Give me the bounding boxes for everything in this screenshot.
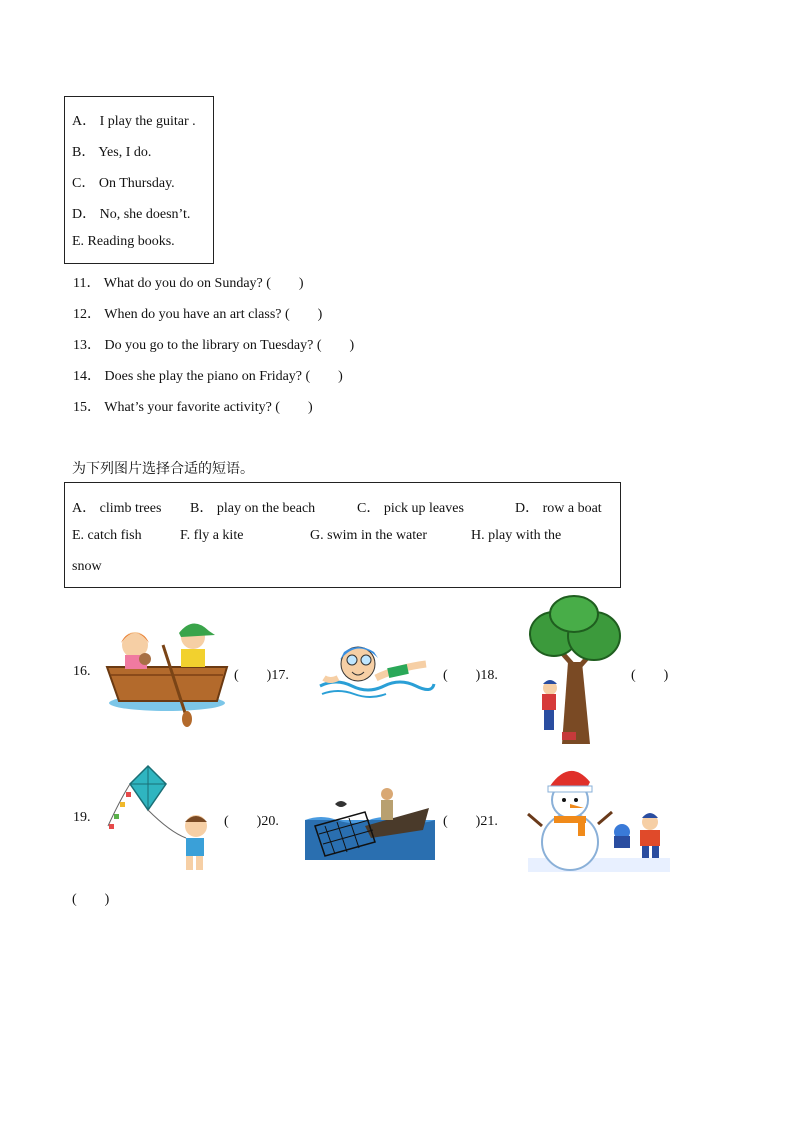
option-a: A． I play the guitar .	[72, 114, 196, 129]
fishing-picture	[305, 782, 435, 860]
phrase-f: F. fly a kite	[180, 528, 244, 543]
phrase-c: C． pick up leaves	[357, 501, 464, 516]
question-13: 13． Do you go to the library on Tuesday? ( )	[73, 338, 355, 353]
snowman-picture	[528, 762, 670, 872]
boat-rowing-picture	[105, 615, 230, 727]
item-20-blank: ( )21.	[443, 814, 498, 829]
phrase-h: H. play with the	[471, 528, 562, 543]
item-17-blank: ( )18.	[443, 668, 498, 683]
option-d: D． No, she doesn’t.	[72, 207, 191, 222]
phrase-g: G. swim in the water	[310, 528, 428, 543]
item-21-blank: ( )	[72, 892, 110, 907]
question-14: 14． Does she play the piano on Friday? ( )	[73, 369, 343, 384]
phrase-b: B． play on the beach	[190, 501, 316, 516]
phrase-d: D． row a boat	[515, 501, 602, 516]
phrase-h-continued: snow	[72, 559, 102, 574]
option-b: B． Yes, I do.	[72, 145, 152, 160]
item-19-label: 19.	[73, 810, 91, 825]
question-15: 15． What’s your favorite activity? ( )	[73, 400, 313, 415]
option-e: E. Reading books.	[72, 234, 175, 249]
option-c: C． On Thursday.	[72, 176, 175, 191]
phrase-e: E. catch fish	[72, 528, 142, 543]
item-16-blank: ( )17.	[234, 668, 289, 683]
phrase-a: A． climb trees	[72, 501, 162, 516]
kite-flying-picture	[100, 762, 218, 872]
question-12: 12． When do you have an art class? ( )	[73, 307, 323, 322]
item-19-blank: ( )20.	[224, 814, 279, 829]
item-16-label: 16.	[73, 664, 91, 679]
swimming-picture	[316, 638, 436, 708]
question-11: 11． What do you do on Sunday? ( )	[73, 276, 304, 291]
item-18-blank: ( )	[631, 668, 669, 683]
tree-climbing-picture	[526, 594, 624, 746]
section-instruction: 为下列图片选择合适的短语。	[72, 461, 254, 477]
